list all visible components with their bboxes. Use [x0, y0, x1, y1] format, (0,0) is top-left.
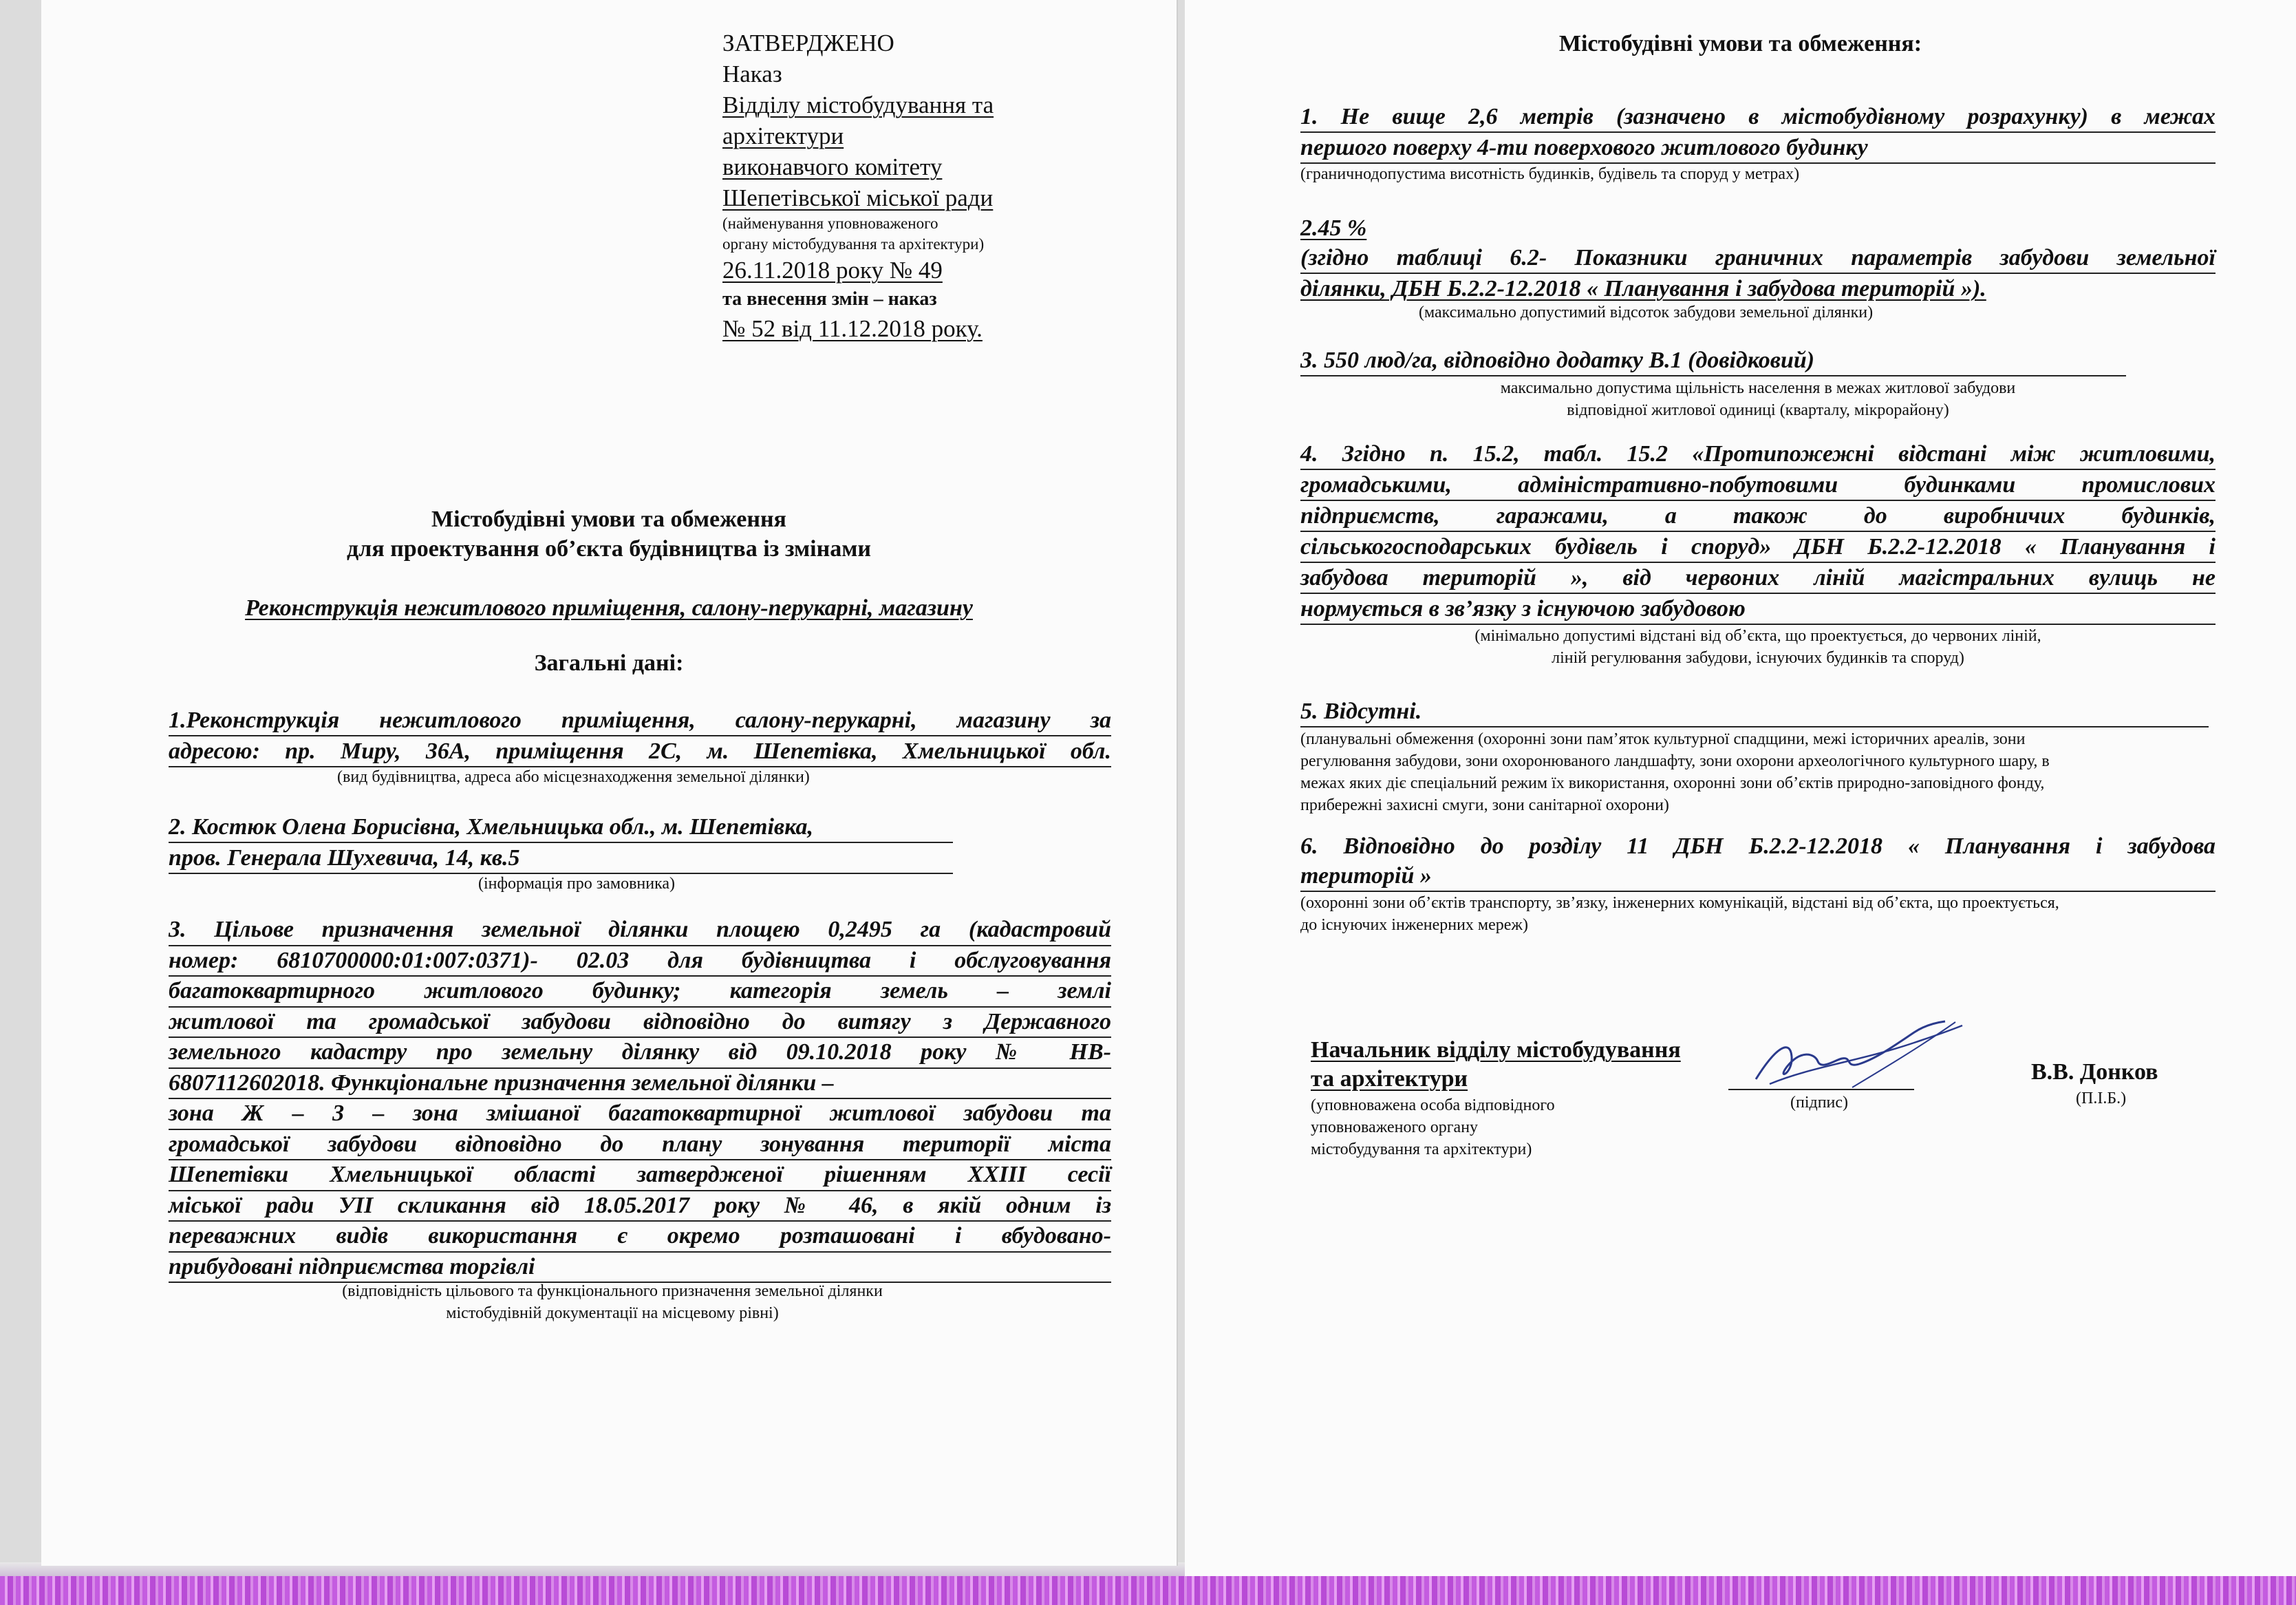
general-heading: Загальні дані: [534, 650, 684, 676]
condition-4-line: забудова територій », від червоних ліній магістральних вулиць не [1300, 563, 2215, 594]
condition-6-caption-line2: до існуючих інженерних мереж) [1300, 916, 1528, 934]
condition-2-caption: (максимально допустимий відсоток забудови земельної ділянки) [1419, 304, 1874, 321]
condition-4-caption-line1: (мінімально допустимі відстані від об’єкта, що проектується, до червоних ліній, [1474, 627, 2041, 645]
condition-5-caption [1300, 728, 2222, 816]
general-item-3-caption-line2: містобудівній документації на місцевому рівні) [446, 1304, 779, 1322]
general-item-3-line: міської ради УІІ скликання від 18.05.2017 року № 46, в якій одним із [169, 1191, 1111, 1222]
signatory-name: В.В. Донков [2031, 1059, 2158, 1085]
signature-position-caption-line2: уповноваженого органу [1311, 1118, 1479, 1136]
signature-caption: (підпис) [1790, 1094, 1849, 1112]
condition-6-line1: 6. Відповідно до розділу 11 ДБН Б.2.2-12.2018 « Планування і забудова [1300, 833, 2215, 859]
general-item-1 [169, 705, 1111, 767]
document-title [41, 504, 1177, 564]
general-item-1-line2: адресою: пр. Миру, 36А, приміщення 2С, м. Шепетівка, Хмельницької обл. [169, 736, 1111, 767]
condition-5-caption-line: (планувальні обмеження (охоронні зони пам’яток культурної спадщини, межі історичних ареалів, зони [1300, 730, 2026, 748]
condition-4 [1300, 439, 2215, 625]
condition-2 [1300, 213, 2215, 304]
general-item-3-line: номер: 6810700000:01:007:0371)- 02.03 для будівництва і обслуговування [169, 946, 1111, 977]
condition-5-caption-line: межах яких діє спеціальний режим їх використання, охоронні зони об’єктів природно-заповідного фонду, [1300, 774, 2045, 792]
condition-4-caption [1300, 625, 2215, 669]
signature-position-caption-line1: (уповноважена особа відповідного [1311, 1096, 1555, 1114]
approval-amend-order: № 52 від 11.12.2018 року. [722, 315, 983, 342]
general-item-3-line: 6807112602018. Функціональне призначення земельної ділянки – [169, 1069, 1111, 1100]
approval-caption-line2: органу містобудування та архітектури) [722, 235, 985, 253]
general-item-1-line1: 1.Реконструкція нежитлового приміщення, салону-перукарні, магазину за [169, 705, 1111, 736]
condition-1-line1: 1. Не вище 2,6 метрів (зазначено в містобудівному розрахунку) в межах [1300, 102, 2215, 133]
general-item-3-line: земельного кадастру про земельну ділянку від 09.10.2018 року № НВ- [169, 1038, 1111, 1069]
signature-position-caption-line3: містобудування та архітектури) [1311, 1140, 1532, 1158]
general-item-3-line: багатоквартирного житлового будинку; категорія земель – землі [169, 977, 1111, 1008]
approval-stamp [722, 28, 1149, 344]
conditions-heading: Містобудівні умови та обмеження: [1558, 31, 1922, 56]
condition-3-caption [1300, 377, 2215, 421]
general-item-1-caption: (вид будівництва, адреса або місцезнаходження земельної ділянки) [337, 768, 810, 786]
condition-5-caption-line: регулювання забудови, зони охоронюваного ландшафту, зони охорони археологічного культурного шару, в [1300, 752, 2050, 770]
general-item-2-caption: (інформація про замовника) [478, 875, 676, 893]
condition-4-line: громадськими, адміністративно-побутовими будинками промислових [1300, 470, 2215, 501]
condition-1-caption: (граничнодопустима висотність будинків, будівель та споруд у метрах) [1300, 165, 1800, 183]
general-item-3-line: житлової та громадської забудови відповідно до витягу з Державного [169, 1008, 1111, 1039]
approval-caption-line1: (найменування уповноваженого [722, 215, 938, 232]
document-title-line2: для проектування об’єкта будівництва із змінами [347, 536, 871, 562]
general-item-2-line2: пров. Генерала Шухевича, 14, кв.5 [169, 843, 953, 874]
condition-1 [1300, 102, 2215, 164]
condition-4-caption-line2: ліній регулювання забудови, існуючих будинків та споруд) [1552, 649, 1964, 667]
condition-1-line2: першого поверху 4-ти поверхового житлового будинку [1300, 133, 2215, 164]
right-page [1185, 0, 2296, 1576]
approval-date: 26.11.2018 року № 49 [722, 257, 943, 284]
general-item-3-line: прибудовані підприємства торгівлі [169, 1253, 1111, 1284]
approval-order: Наказ [722, 61, 782, 87]
condition-3-line1: 3. 550 люд/га, відповідно додатку В.1 (довідковий) [1300, 346, 2126, 376]
approval-dept-line4: Шепетівської міської ради [722, 184, 994, 211]
general-item-3-caption [303, 1280, 922, 1324]
general-item-3-line: Шепетівки Хмельницької області затвердженої рішенням ХХІІІ сесії [169, 1160, 1111, 1191]
signatory-name-caption: (П.І.Б.) [2076, 1090, 2127, 1107]
general-item-2-line1: 2. Костюк Олена Борисівна, Хмельницька обл., м. Шепетівка, [169, 812, 953, 843]
approval-dept-line3: виконавчого комітету [722, 153, 943, 180]
condition-6-line2: територій » [1300, 861, 2215, 892]
condition-4-line: нормується в зв’язку з існуючою забудовою [1300, 594, 2215, 625]
condition-5 [1300, 697, 2209, 727]
condition-6 [1300, 831, 2215, 892]
general-item-3-caption-line1: (відповідність цільового та функціонального призначення земельної ділянки [342, 1282, 883, 1300]
condition-3-caption-line2: відповідної житлової одиниці (кварталу, мікрорайону) [1567, 401, 1949, 419]
object-name: Реконструкція нежитлового приміщення, салону-перукарні, магазину [245, 595, 973, 621]
approval-amend-line: та внесення змін – наказ [722, 288, 937, 310]
scan-color-noise [0, 1576, 2296, 1605]
condition-4-line: підприємств, гаражами, а також до виробничих будинків, [1300, 501, 2215, 532]
signature-position-line2: та архітектури [1311, 1066, 1468, 1092]
handwritten-signature [1749, 1019, 1969, 1094]
condition-6-caption-line1: (охоронні зони об’єктів транспорту, зв’язку, інженерних комунікацій, відстані від об’єкта, що проектується, [1300, 894, 2059, 912]
signature-position [1311, 1036, 1681, 1094]
approval-dept-line2: архітектури [722, 123, 844, 149]
general-item-2 [169, 812, 953, 874]
condition-2-line2: (згідно таблиці 6.2- Показники граничних параметрів забудови земельної [1300, 243, 2215, 274]
approval-title: ЗАТВЕРДЖЕНО [722, 30, 894, 56]
condition-3 [1300, 346, 2126, 376]
general-item-3 [169, 915, 1111, 1283]
signature-position-line1: Начальник відділу містобудування [1311, 1037, 1681, 1063]
condition-5-line1: 5. Відсутні. [1300, 697, 2209, 727]
left-page [41, 0, 1177, 1566]
document-title-line1: Містобудівні умови та обмеження [431, 507, 786, 532]
general-item-3-line: 3. Цільове призначення земельної ділянки площею 0,2495 га (кадастровий [169, 915, 1111, 946]
signature-position-caption [1311, 1094, 1555, 1160]
condition-4-line: 4. Згідно п. 15.2, табл. 15.2 «Протипожежні відстані між житловими, [1300, 439, 2215, 470]
general-item-3-line: зона Ж – 3 – зона змішаної багатоквартирної житлової забудови та [169, 1099, 1111, 1130]
general-item-3-line: переважних видів використання є окремо розташовані і вбудовано- [169, 1222, 1111, 1253]
condition-3-caption-line1: максимально допустима щільність населення в межах житлової забудови [1500, 379, 2016, 397]
condition-2-line1: 2.45 % [1300, 215, 1367, 241]
general-item-3-line: громадської забудови відповідно до плану зонування території міста [169, 1130, 1111, 1161]
condition-2-line3: ділянки, ДБН Б.2.2-12.2018 « Планування і забудова територій »). [1300, 276, 1986, 301]
condition-4-line: сільськогосподарських будівель і споруд» ДБН Б.2.2-12.2018 « Планування і [1300, 532, 2215, 563]
approval-dept-line1: Відділу містобудування та [722, 92, 994, 118]
condition-5-caption-line: прибережні захисні смуги, зони санітарної охорони) [1300, 796, 1669, 814]
condition-6-caption [1300, 892, 2222, 936]
